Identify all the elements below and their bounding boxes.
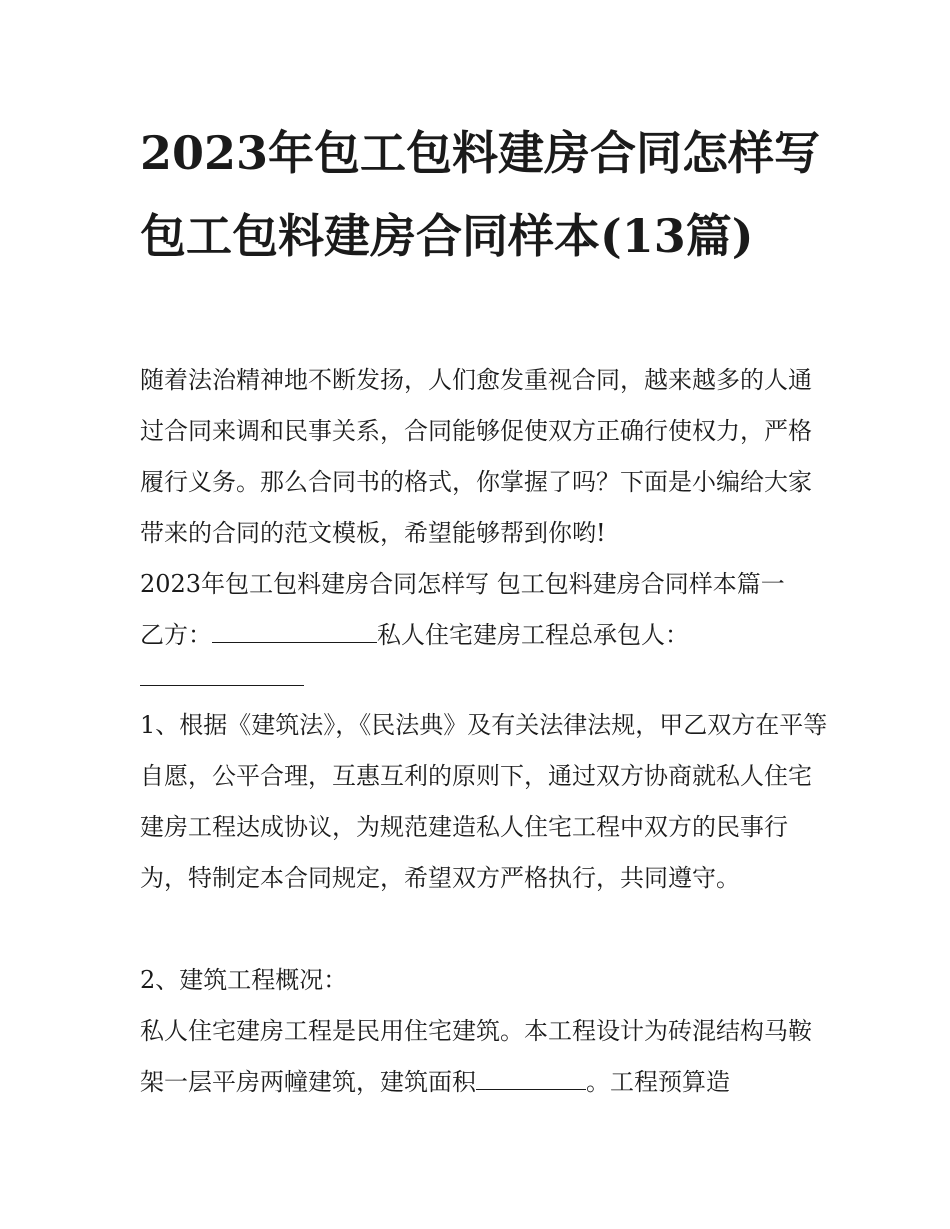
document-title: 2023年包工包料建房合同怎样写 包工包料建房合同样本(13篇) bbox=[140, 126, 821, 263]
clause-2-body bbox=[140, 1006, 830, 1108]
clause-2-text-after: 。工程预算造 bbox=[586, 1068, 730, 1096]
party-b-blank bbox=[212, 620, 377, 643]
contractor-label: 私人住宅建房工程总承包人： bbox=[377, 621, 689, 649]
section-heading: 2023年包工包料建房合同怎样写 包工包料建房合同样本篇一 bbox=[140, 570, 785, 598]
intro-paragraph: 随着法治精神地不断发扬，人们愈发重视合同，越来越多的人通过合同来调和民事关系，合同能够促使双方正确行使权力，严格履行义务。那么合同书的格式，你掌握了吗？下面是小编给大家带来的合同的范文模板，希望能够帮到你哟! bbox=[140, 366, 812, 547]
contractor-blank bbox=[140, 685, 304, 686]
party-b-line bbox=[140, 610, 830, 661]
area-blank bbox=[476, 1067, 586, 1090]
clause-1: 1、根据《建筑法》，《民法典》及有关法律法规，甲乙双方在平等自愿，公平合理，互惠互利的原则下，通过双方协商就私人住宅建房工程达成协议，为规范建造私人住宅工程中双方的民事行为，特制定本合同规定，希望双方严格执行，共同遵守。 bbox=[140, 711, 828, 892]
clause-2-title: 2、建筑工程概况： bbox=[140, 966, 348, 994]
clause-2-text-before: 私人住宅建房工程是民用住宅建筑。本工程设计为砖混结构马鞍架一层平房两幢建筑，建筑面积 bbox=[140, 1017, 812, 1096]
party-b-label: 乙方： bbox=[140, 621, 212, 649]
